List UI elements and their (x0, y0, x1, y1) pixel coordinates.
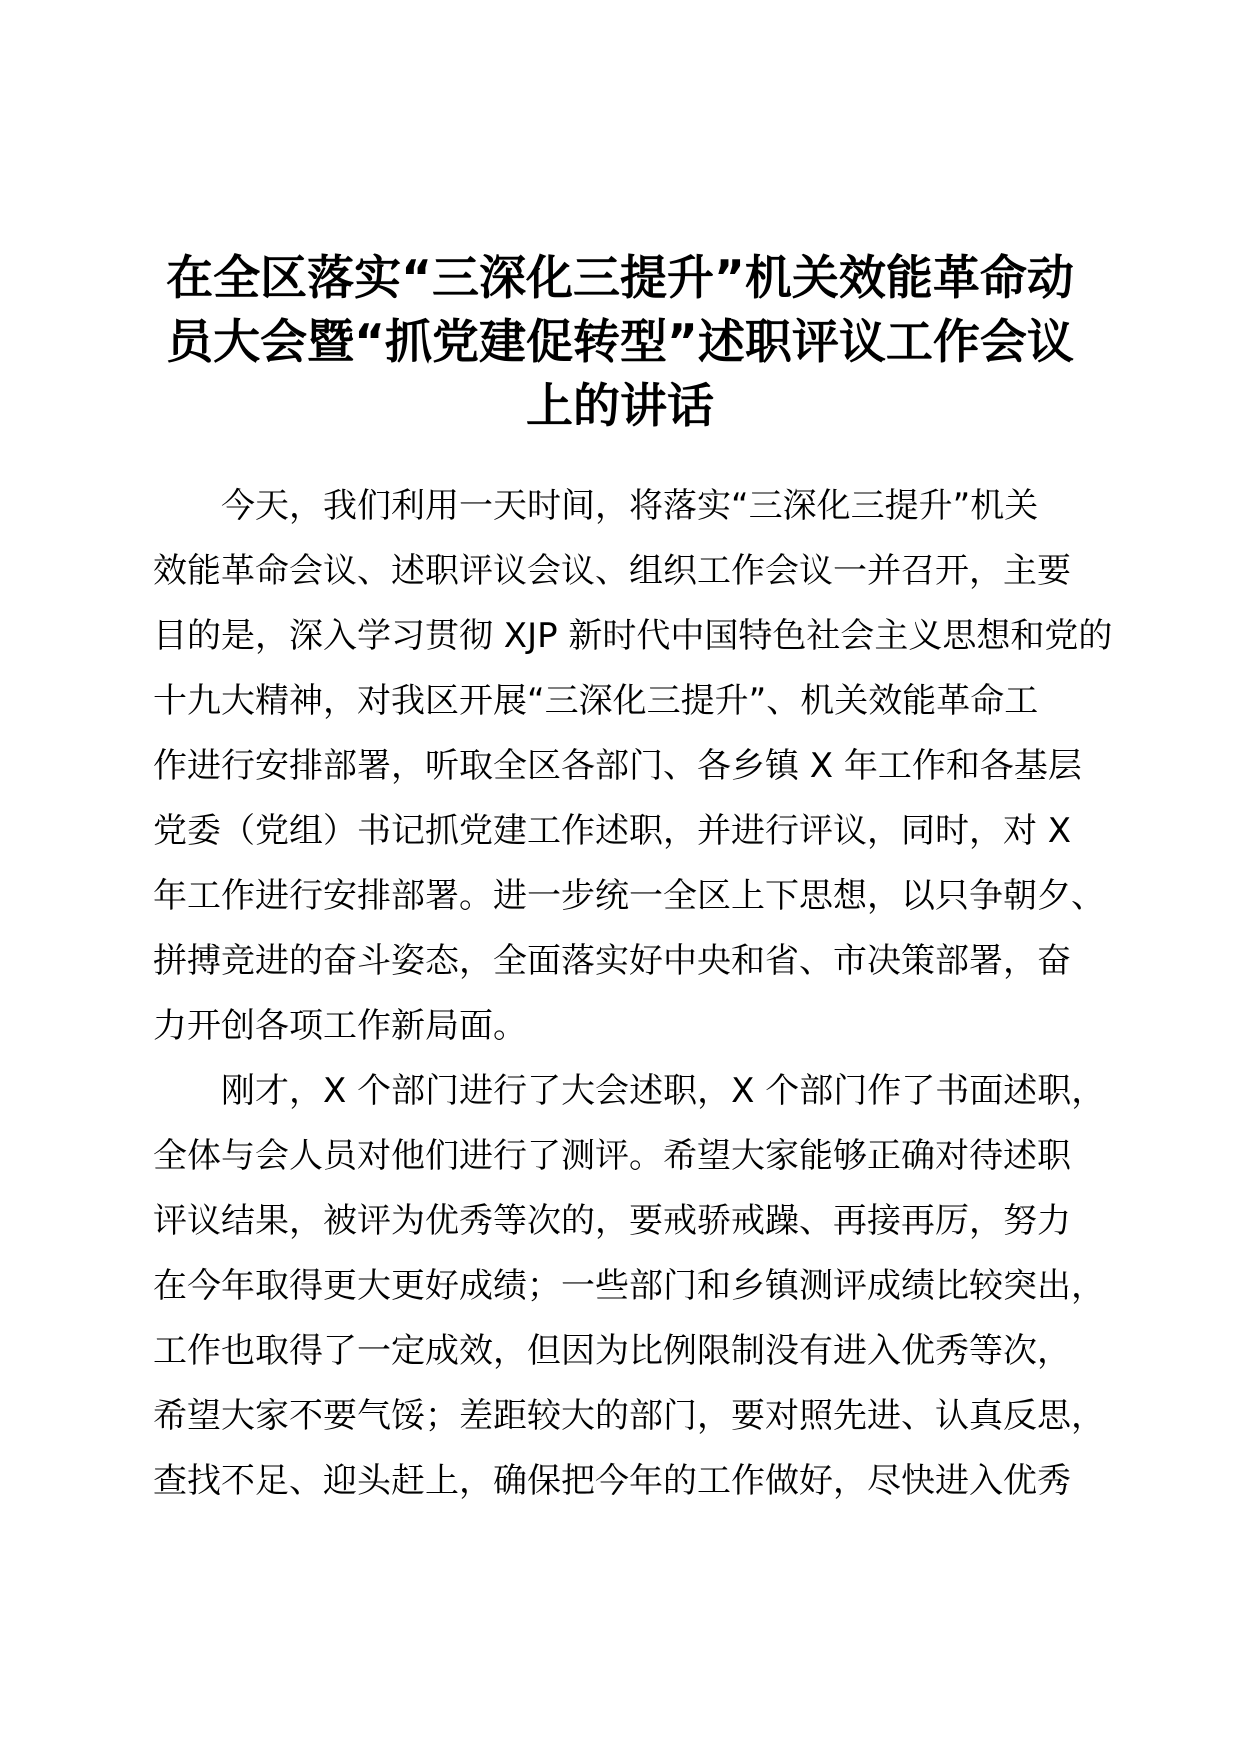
paragraph-line: 力开创各项工作新局面。 (153, 1006, 527, 1046)
paragraph-line: 年工作进行安排部署。进一步统一全区上下思想，以只争朝夕、 (153, 876, 1105, 916)
paragraph-2 (153, 1059, 1113, 1514)
paragraph-line: 工作也取得了一定成效，但因为比例限制没有进入优秀等次， (153, 1331, 1071, 1371)
paragraph-1 (153, 474, 1113, 1059)
paragraph-line: 作进行安排部署，听取全区各部门、各乡镇 X 年工作和各基层 (153, 746, 1082, 786)
paragraph-line: 党委（党组）书记抓党建工作述职，并进行评议，同时，对 X (153, 811, 1072, 851)
paragraph-line: 希望大家不要气馁；差距较大的部门，要对照先进、认真反思， (153, 1396, 1105, 1436)
paragraph-line: 查找不足、迎头赶上，确保把今年的工作做好，尽快进入优秀 (153, 1461, 1071, 1501)
title-line: 员大会暨“抓党建促转型”述职评议工作会议 (166, 315, 1074, 370)
document-body (153, 474, 1113, 1514)
title-line: 在全区落实“三深化三提升”机关效能革命动 (166, 251, 1074, 306)
paragraph-line: 目的是，深入学习贯彻 XJP 新时代中国特色社会主义思想和党的 (153, 616, 1113, 656)
document-title (150, 247, 1090, 439)
paragraph-line: 今天，我们利用一天时间，将落实“三深化三提升”机关 (221, 486, 1039, 526)
paragraph-line: 效能革命会议、述职评议会议、组织工作会议一并召开，主要 (153, 551, 1071, 591)
paragraph-line: 十九大精神，对我区开展“三深化三提升”、机关效能革命工 (153, 681, 1039, 721)
paragraph-line: 拼搏竞进的奋斗姿态，全面落实好中央和省、市决策部署，奋 (153, 941, 1071, 981)
paragraph-line: 全体与会人员对他们进行了测评。希望大家能够正确对待述职 (153, 1136, 1071, 1176)
title-line: 上的讲话 (526, 379, 714, 434)
paragraph-line: 评议结果，被评为优秀等次的，要戒骄戒躁、再接再厉，努力 (153, 1201, 1071, 1241)
paragraph-line: 刚才，X 个部门进行了大会述职，X 个部门作了书面述职， (221, 1071, 1106, 1111)
paragraph-line: 在今年取得更大更好成绩；一些部门和乡镇测评成绩比较突出， (153, 1266, 1105, 1306)
